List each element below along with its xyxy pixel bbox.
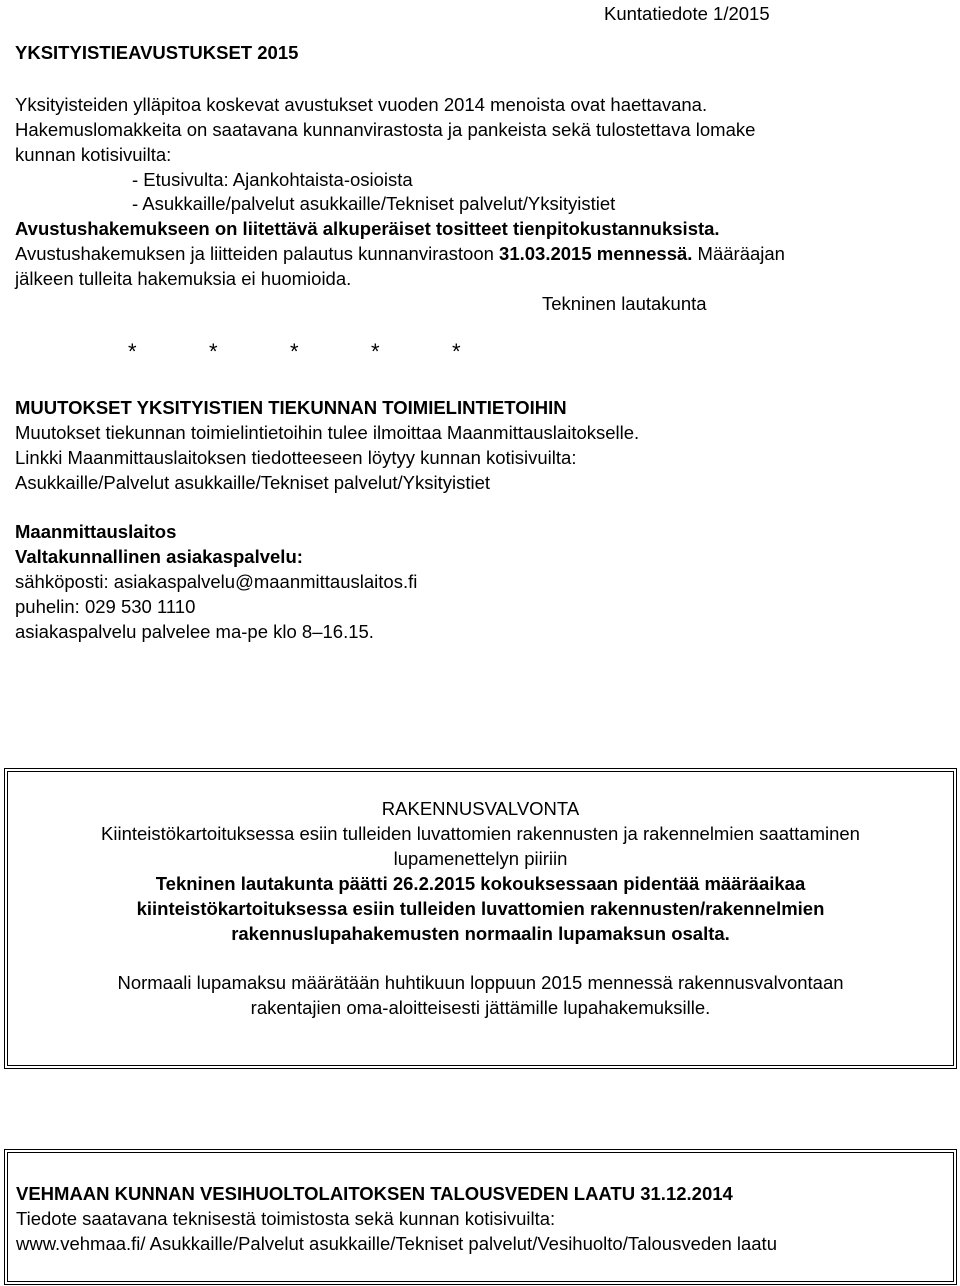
star: * — [128, 339, 137, 364]
grants-line-1: Yksityisteiden ylläpitoa koskevat avustukset vuoden 2014 menoista ovat haettavana. — [15, 94, 708, 115]
bulletin-label: Kuntatiedote 1/2015 — [604, 3, 770, 24]
building-line-1: Kiinteistökartoituksessa esiin tulleiden luvattomien rakennusten ja rakennelmien saattaminen — [101, 823, 860, 844]
road-changes-line-3: Asukkaille/Palvelut asukkaille/Tekniset palvelut/Yksityistiet — [15, 472, 491, 493]
building-title: RAKENNUSVALVONTA — [381, 798, 580, 819]
building-bold-1: Tekninen lautakunta päätti 26.2.2015 kokouksessaan pidentää määräaikaa — [155, 873, 806, 894]
deadline-date: 31.03.2015 mennessä. — [499, 243, 693, 264]
star: * — [371, 339, 380, 364]
building-line-3: Normaali lupamaksu määrätään huhtikuun loppuun 2015 mennessä rakennusvalvontaan — [117, 972, 844, 993]
grants-signature: Tekninen lautakunta — [542, 293, 707, 314]
grants-path-2: - Asukkaille/palvelut asukkaille/Tekniset palvelut/Yksityistiet — [132, 193, 616, 214]
grants-path-1: - Etusivulta: Ajankohtaista-osioista — [132, 169, 413, 190]
deadline-text: Avustushakemuksen ja liitteiden palautus kunnanvirastoon — [15, 243, 500, 264]
building-line-2: lupamenettelyn piiriin — [393, 848, 568, 869]
grants-line-3: kunnan kotisivuilta: — [15, 144, 172, 165]
service-phone: puhelin: 029 530 1110 — [15, 596, 196, 617]
building-box — [7, 771, 954, 1066]
road-changes-line-2: Linkki Maanmittauslaitoksen tiedotteeseen löytyy kunnan kotisivuilta: — [15, 447, 577, 468]
grants-line-last: jälkeen tulleita hakemuksia ei huomioida. — [15, 268, 352, 289]
building-line-4: rakentajien oma-aloitteisesti jättämille lupahakemuksille. — [250, 997, 711, 1018]
grants-title: YKSITYISTIEAVUSTUKSET 2015 — [15, 42, 299, 63]
grants-line-2: Hakemuslomakkeita on saatavana kunnanvirastosta ja pankeista sekä tulostettava lomake — [15, 119, 756, 140]
service-email: sähköposti: asiakaspalvelu@maanmittauslaitos.fi — [15, 571, 418, 592]
water-line-2: www.vehmaa.fi/ Asukkaille/Palvelut asukkaille/Tekniset palvelut/Vesihuolto/Talousveden laatu — [16, 1233, 777, 1254]
grants-deadline — [15, 242, 785, 266]
road-changes-title: MUUTOKSET YKSITYISTIEN TIEKUNNAN TOIMIELINTIETOIHIN — [15, 397, 567, 418]
grants-bold-line: Avustushakemukseen on liitettävä alkuperäiset tositteet tienpitokustannuksista. — [15, 218, 720, 239]
road-changes-line-1: Muutokset tiekunnan toimielintietoihin tulee ilmoittaa Maanmittauslaitokselle. — [15, 422, 640, 443]
water-line-1: Tiedote saatavana teknisestä toimistosta sekä kunnan kotisivuilta: — [16, 1208, 556, 1229]
star: * — [209, 339, 218, 364]
service-heading: Valtakunnallinen asiakaspalvelu: — [15, 546, 303, 567]
org-name: Maanmittauslaitos — [15, 521, 177, 542]
water-title: VEHMAAN KUNNAN VESIHUOLTOLAITOKSEN TALOUSVEDEN LAATU 31.12.2014 — [16, 1183, 733, 1204]
water-box — [7, 1152, 954, 1282]
service-hours: asiakaspalvelu palvelee ma-pe klo 8–16.15. — [15, 621, 374, 642]
star: * — [452, 339, 461, 364]
deadline-after: Määräajan — [692, 243, 785, 264]
building-bold-3: rakennuslupahakemusten normaalin lupamaksun osalta. — [231, 923, 730, 944]
building-bold-2: kiinteistökartoituksessa esiin tulleiden luvattomien rakennusten/rakennelmien — [136, 898, 825, 919]
separator-stars — [128, 339, 533, 365]
star: * — [290, 339, 299, 364]
